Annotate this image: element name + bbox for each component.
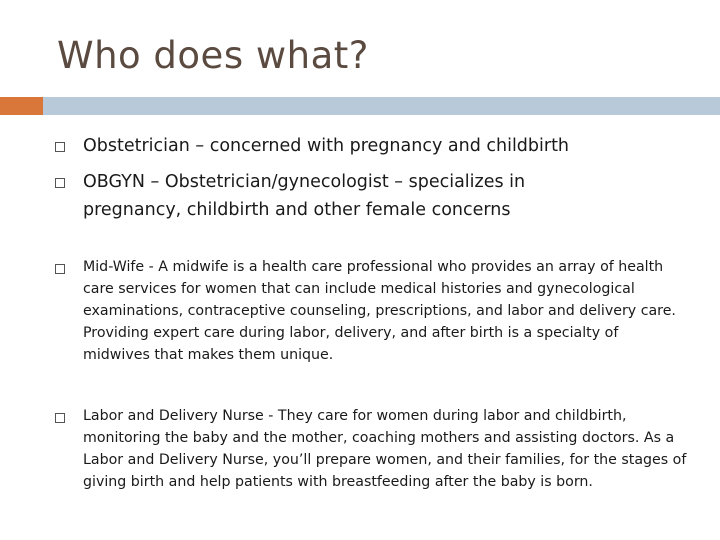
square-bullet-icon [55, 413, 65, 423]
slide-title: Who does what? [57, 34, 369, 77]
bullet-text: Mid-Wife - A midwife is a health care professional who provides an array of health care services for women that can include medical histories and gynecological examinations, contraceptive counseling, prescriptions, and labor and delivery care. Providing expert care during labor, delivery, and after birth is a specialty of midwives that makes them unique. [83, 259, 676, 363]
bullet-text: Labor and Delivery Nurse - They care for women during labor and childbirth, monitoring the baby and the mother, coaching mothers and assisting doctors. As a Labor and Delivery Nurse, you’ll prepare women, and their families, for the stages of giving birth and help patients with breastfeeding after the baby is born. [83, 408, 687, 490]
bullet-text: Obstetrician – concerned with pregnancy and childbirth [83, 136, 570, 156]
square-bullet-icon [55, 178, 65, 188]
bullet-text: OBGYN – Obstetrician/gynecologist – specializes in pregnancy, childbirth and other female concerns [83, 172, 526, 220]
square-bullet-icon [55, 264, 65, 274]
square-bullet-icon [55, 142, 65, 152]
